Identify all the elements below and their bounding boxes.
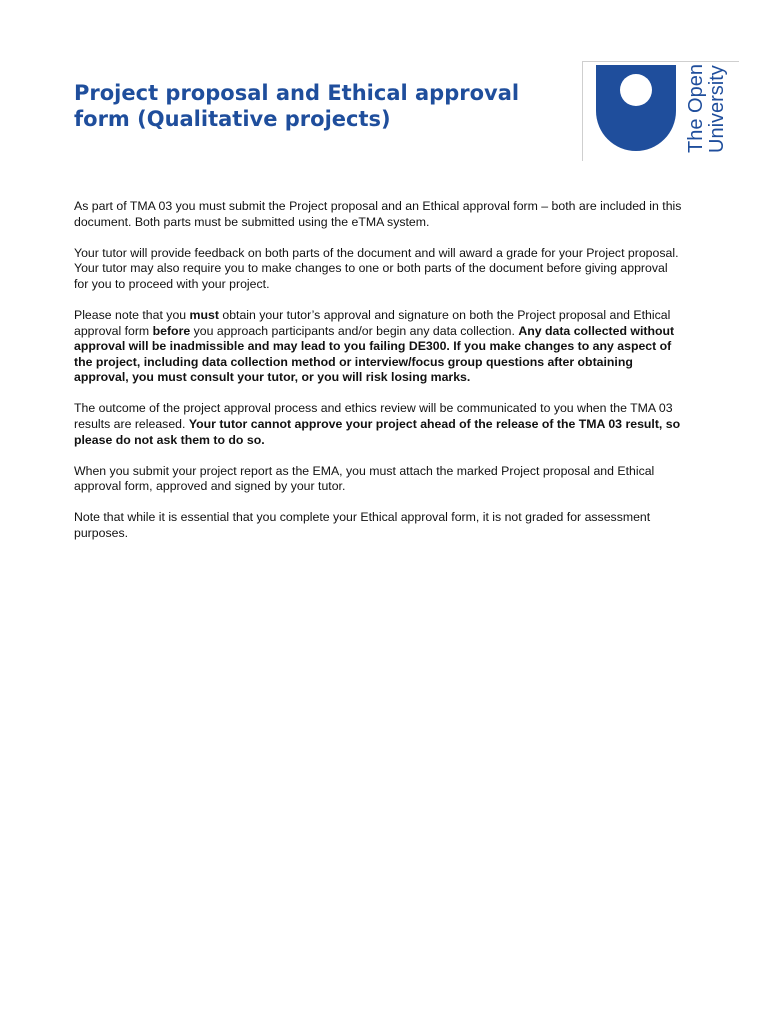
paragraph-2: Your tutor will provide feedback on both parts of the document and will award a grade for your Project proposal. Your tutor may also require you to make changes to one or both parts of the document before giving approval for you to proceed with your project.: [74, 245, 679, 291]
page-title: Project proposal and Ethical approval form (Qualitative projects): [74, 81, 520, 131]
open-university-logo: [582, 61, 739, 161]
p3-emphasis-must: must: [189, 307, 219, 322]
logo-text-line-2: University: [706, 65, 728, 153]
paragraph-3: [74, 308, 684, 386]
body-text: [74, 199, 684, 557]
p3-text-a: Please note that you: [74, 307, 190, 322]
p3-text-e: you approach participants and/or begin any data collection.: [190, 323, 519, 338]
p4-warning: Your tutor cannot approve your project ahead of the release of the TMA 03 result, so please do not ask them to do so.: [74, 417, 681, 447]
p3-warning: Any data collected without approval will be inadmissible and may lead to you failing DE300. If you make changes to any aspect of the project, including data collection method or interview/focus group questions after obtaining approval, you must consult your tutor, or you will risk losing marks.: [74, 323, 675, 385]
p3-text-c: obtain your tutor’s approval and signature on both the Project proposal and Ethical approval form: [74, 307, 671, 338]
paragraph-5: When you submit your project report as the EMA, you must attach the marked Project proposal and Ethical approval form, approved and signed by your tutor.: [74, 463, 655, 494]
logo-text-line-1: The Open: [685, 64, 707, 153]
paragraph-6: Note that while it is essential that you complete your Ethical approval form, it is not graded for assessment purposes.: [74, 510, 651, 540]
p4-text-a: The outcome of the project approval process and ethics review will be communicated to you when the TMA 03 results are released.: [74, 401, 673, 432]
paragraph-1: As part of TMA 03 you must submit the Project proposal and an Ethical approval form – both are included in this document. Both parts must be submitted using the eTMA system.: [74, 199, 682, 229]
p3-emphasis-before: before: [152, 323, 191, 338]
shield-icon: [595, 61, 685, 157]
paragraph-4: [74, 401, 684, 448]
